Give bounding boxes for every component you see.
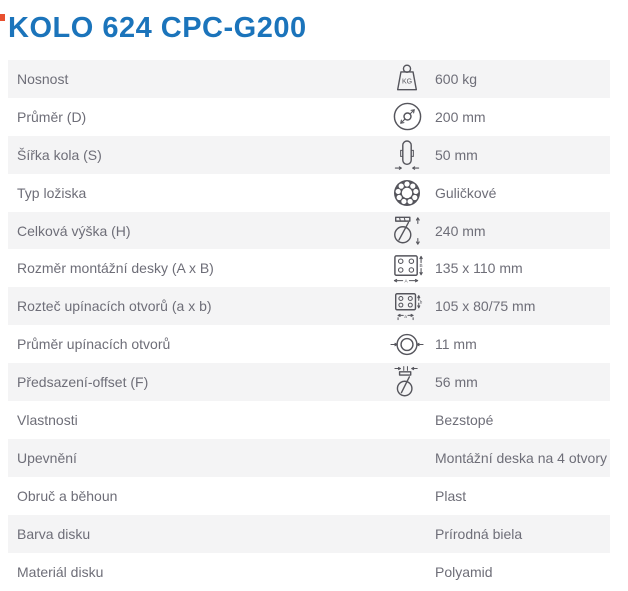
row-label: Typ ložiska [17, 184, 87, 201]
row-label: Obruč a běhoun [17, 487, 118, 504]
row-label: Rozměr montážní desky (A x B) [17, 260, 214, 277]
svg-text:a: a [404, 314, 407, 320]
hole-diameter-icon [379, 331, 435, 358]
caster-height-icon [379, 215, 435, 247]
table-row [8, 174, 610, 212]
row-value: 240 mm [435, 222, 486, 239]
svg-text:KG: KG [401, 79, 413, 87]
row-label: Průměr (D) [17, 108, 87, 125]
row-label: Šířka kola (S) [17, 146, 102, 163]
row-label: Průměr upínacích otvorů [17, 336, 171, 353]
ball-bearing-icon [379, 178, 435, 208]
row-label: Barva disku [17, 525, 91, 542]
accent-mark [0, 14, 5, 21]
table-row [8, 363, 610, 401]
row-label: Materiál disku [17, 563, 104, 580]
row-value: Plast [435, 487, 467, 504]
row-value: Bezstopé [435, 411, 494, 428]
svg-text:b: b [419, 299, 423, 305]
table-row [8, 515, 610, 553]
table-row [8, 553, 610, 591]
table-row [8, 477, 610, 515]
table-row [8, 98, 610, 136]
table-row [8, 136, 610, 174]
svg-text:B: B [419, 262, 423, 268]
table-row [8, 212, 610, 250]
row-value: 200 mm [435, 108, 486, 125]
row-value: 11 mm [435, 336, 477, 353]
spec-table [8, 60, 610, 590]
row-value: 600 kg [435, 70, 478, 87]
row-value: 105 x 80/75 mm [435, 298, 536, 315]
table-row [8, 287, 610, 325]
row-value: Montážní deska na 4 otvory [435, 449, 607, 466]
row-label: Upevnění [17, 449, 77, 466]
table-row [8, 60, 610, 98]
row-value: 135 x 110 mm [435, 260, 523, 277]
wheel-width-icon [379, 139, 435, 171]
diameter-icon [379, 101, 435, 132]
row-label: Rozteč upínacích otvorů (a x b) [17, 298, 212, 315]
row-value: 50 mm [435, 146, 478, 163]
svg-text:A: A [403, 278, 408, 284]
caster-offset-icon [379, 366, 435, 398]
row-value: Guličkové [435, 184, 497, 201]
row-label: Celková výška (H) [17, 222, 131, 239]
page-title: KOLO 624 CPC-G200 [8, 12, 307, 44]
row-label: Vlastnosti [17, 411, 78, 428]
hole-spacing-icon [379, 290, 435, 322]
row-label: Nosnost [17, 70, 69, 87]
table-row [8, 249, 610, 287]
table-row [8, 325, 610, 363]
table-row [8, 439, 610, 477]
row-label: Předsazení-offset (F) [17, 374, 149, 391]
table-row [8, 401, 610, 439]
row-value: 56 mm [435, 374, 478, 391]
weight-kg-icon [379, 63, 435, 94]
row-value: Polyamid [435, 563, 493, 580]
row-value: Prírodná biela [435, 525, 523, 542]
plate-size-icon [379, 253, 435, 284]
